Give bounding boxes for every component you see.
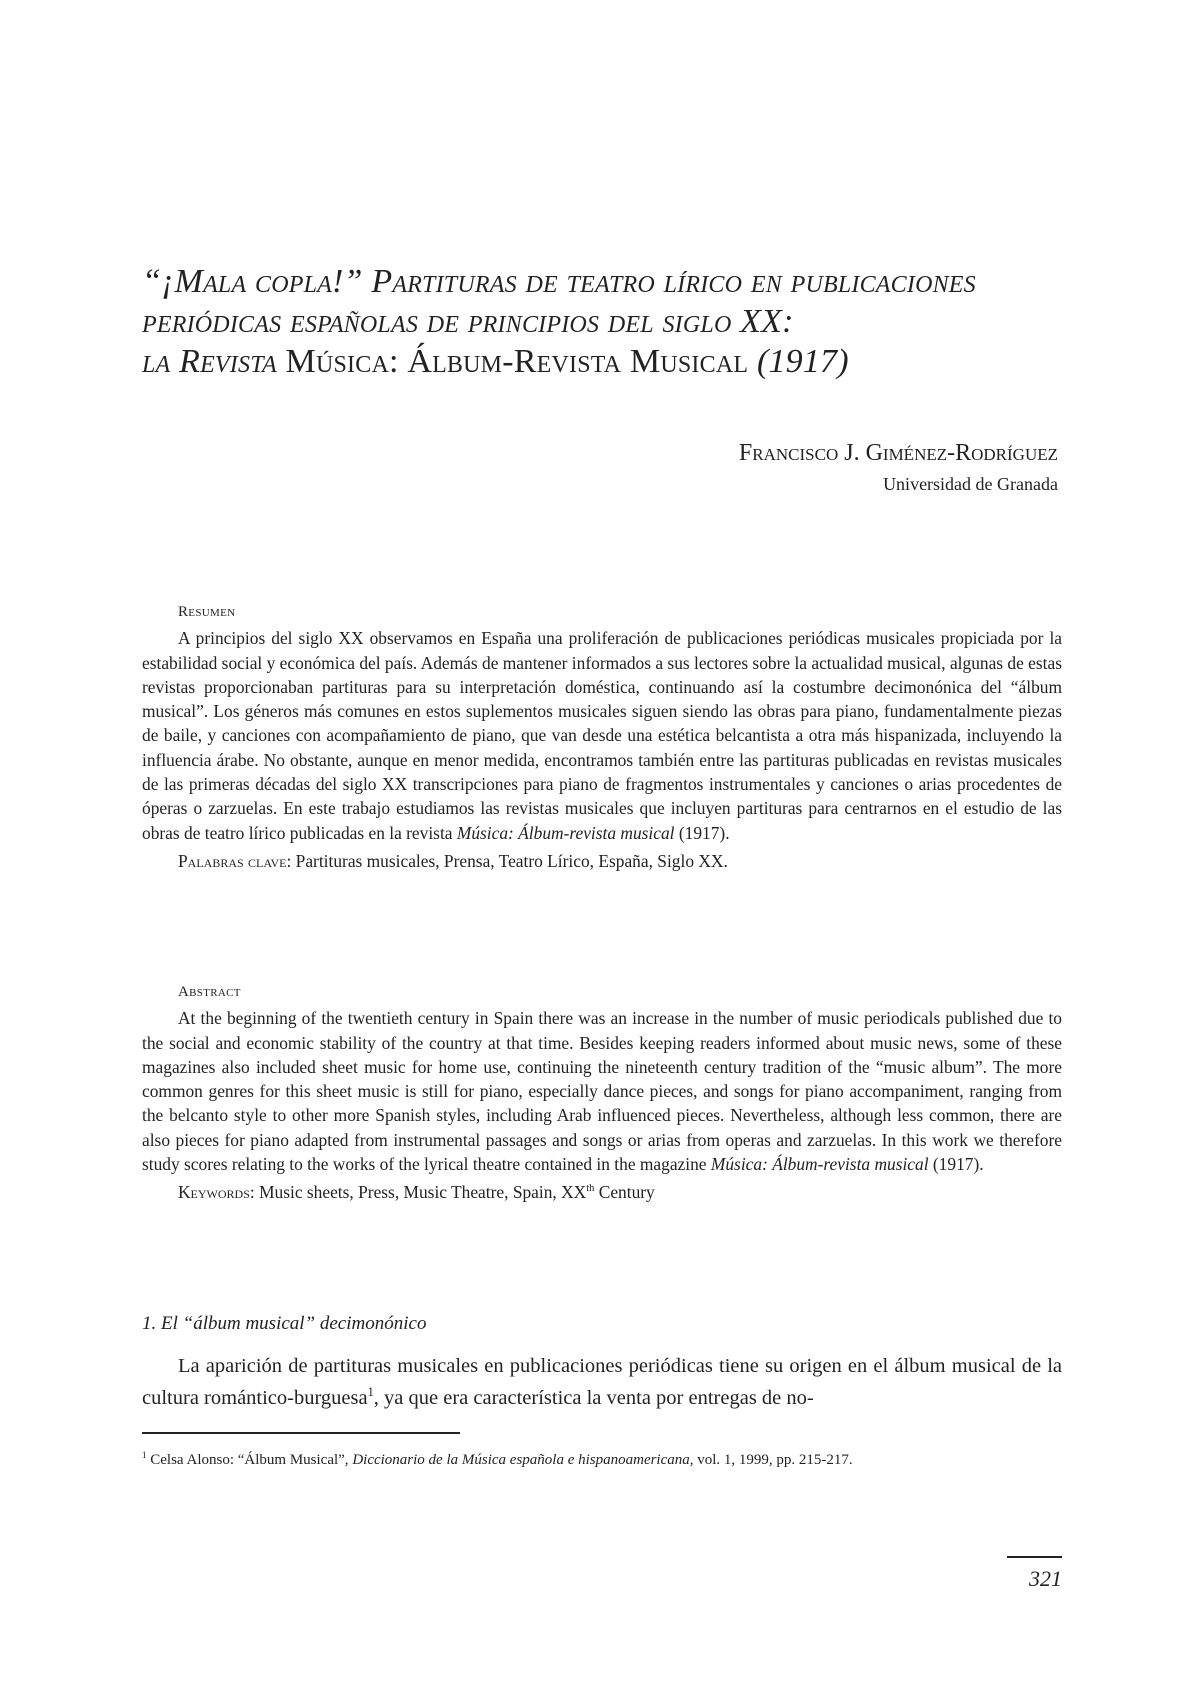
- abstract-keywords: [178, 1180, 1062, 1204]
- footnote-title: Diccionario de la Música española e hispanoamericana: [352, 1452, 690, 1468]
- page-number-rule: [1007, 1556, 1062, 1558]
- resumen-block: [142, 600, 1062, 873]
- abstract-block: [142, 980, 1062, 1205]
- footnote-marker: 1: [142, 1450, 147, 1460]
- title-line-3-part-c: (1917): [756, 343, 849, 380]
- footnote-text-part-a: Celsa Alonso: “Álbum Musical”,: [146, 1452, 353, 1468]
- body-paragraph-part-b: , ya que era característica la venta por entregas de no-: [373, 1387, 814, 1409]
- resumen-keywords-label: Palabras clave:: [178, 850, 292, 871]
- article-title: [142, 262, 1062, 382]
- title-line-3: [142, 342, 1062, 382]
- resumen-keywords: [178, 849, 1062, 873]
- title-line-3-part-b: Música: Álbum-Revista Musical: [285, 343, 749, 380]
- title-line-1: “¡Mala copla!” Partituras de teatro lírico en publicaciones: [142, 263, 976, 300]
- section-heading: 1. El “álbum musical” decimonónico: [142, 1313, 427, 1334]
- body-paragraph-part-a: La aparición de partituras musicales en publicaciones periódicas tiene su origen en el álbum musical de la cultura romántico-burguesa: [142, 1355, 1062, 1409]
- author-name: Francisco J. Giménez-Rodríguez: [738, 440, 1058, 466]
- abstract-keywords-sup: th: [586, 1183, 595, 1195]
- abstract-keywords-list-a: Music sheets, Press, Music Theatre, Spain, XX: [254, 1182, 587, 1203]
- abstract-keywords-list-b: Century: [594, 1182, 655, 1203]
- page-number: 321: [1029, 1566, 1062, 1591]
- abstract-text-part-a: At the beginning of the twentieth century in Spain there was an increase in the number of music periodicals published due to the social and economic stability of the country at that time. Besides keeping readers informed about music news, some of these magazines also included sheet music for home use, continuing the nineteenth century tradition of the “music album”. The more common genres for this sheet music is still for piano, especially dance pieces, and songs for piano accompaniment, ranging from the belcanto style to other more Spanish styles, including Arab influenced pieces. Nevertheless, although less common, there are also pieces for piano adapted from instrumental passages and songs or arias from operas and zarzuelas. In this work we therefore study scores relating to the works of the lyrical theatre contained in the magazine: [142, 1008, 1062, 1175]
- resumen-text: [142, 626, 1062, 845]
- resumen-text-part-a: A principios del siglo XX observamos en España una proliferación de publicaciones periódicas musicales propiciada por la estabilidad social y económica del país. Además de mantener informados a sus lectores sobre la actualidad musical, algunas de estas revistas proporcionaban partituras para su interpretación doméstica, continuando así la costumbre decimonónica del “álbum musical”. Los géneros más comunes en estos suplementos musicales siguen siendo las obras para piano, fundamentalmente piezas de baile, y canciones con acompañamiento de piano, que van desde una estética belcantista a otra más hispanizada, incluyendo la influencia árabe. No obstante, aunque en menor medida, encontramos también entre las partituras publicadas en revistas musicales de las primeras décadas del siglo XX transcripciones para piano de fragmentos instrumentales y canciones o arias procedentes de óperas o zarzuelas. En este trabajo estudiamos las revistas musicales que incluyen partituras para centrarnos en el estudio de las obras de teatro lírico publicadas en la revista: [142, 628, 1062, 843]
- abstract-text-part-b: (1917).: [928, 1154, 984, 1175]
- resumen-text-part-b: (1917).: [674, 822, 730, 843]
- abstract-text: [142, 1006, 1062, 1176]
- footnote: [142, 1452, 1062, 1469]
- resumen-keywords-list: Partituras musicales, Prensa, Teatro Lírico, España, Siglo XX.: [291, 850, 728, 871]
- body-paragraph: [142, 1350, 1062, 1414]
- title-line-2: periódicas españolas de principios del siglo XX:: [142, 303, 794, 340]
- abstract-journal-title: Música: Álbum-revista musical: [710, 1154, 929, 1175]
- abstract-heading: Abstract: [178, 984, 241, 1000]
- footnote-reference[interactable]: 1: [367, 1385, 374, 1400]
- resumen-heading: Resumen: [178, 604, 236, 620]
- title-line-3-part-a: la Revista: [142, 343, 277, 380]
- resumen-journal-title: Música: Álbum-revista musical: [456, 822, 675, 843]
- author-affiliation: Universidad de Granada: [883, 474, 1058, 494]
- footnote-text-part-b: , vol. 1, 1999, pp. 215-217.: [689, 1452, 853, 1468]
- abstract-keywords-label: Keywords:: [178, 1182, 255, 1203]
- footnote-divider: [142, 1432, 460, 1434]
